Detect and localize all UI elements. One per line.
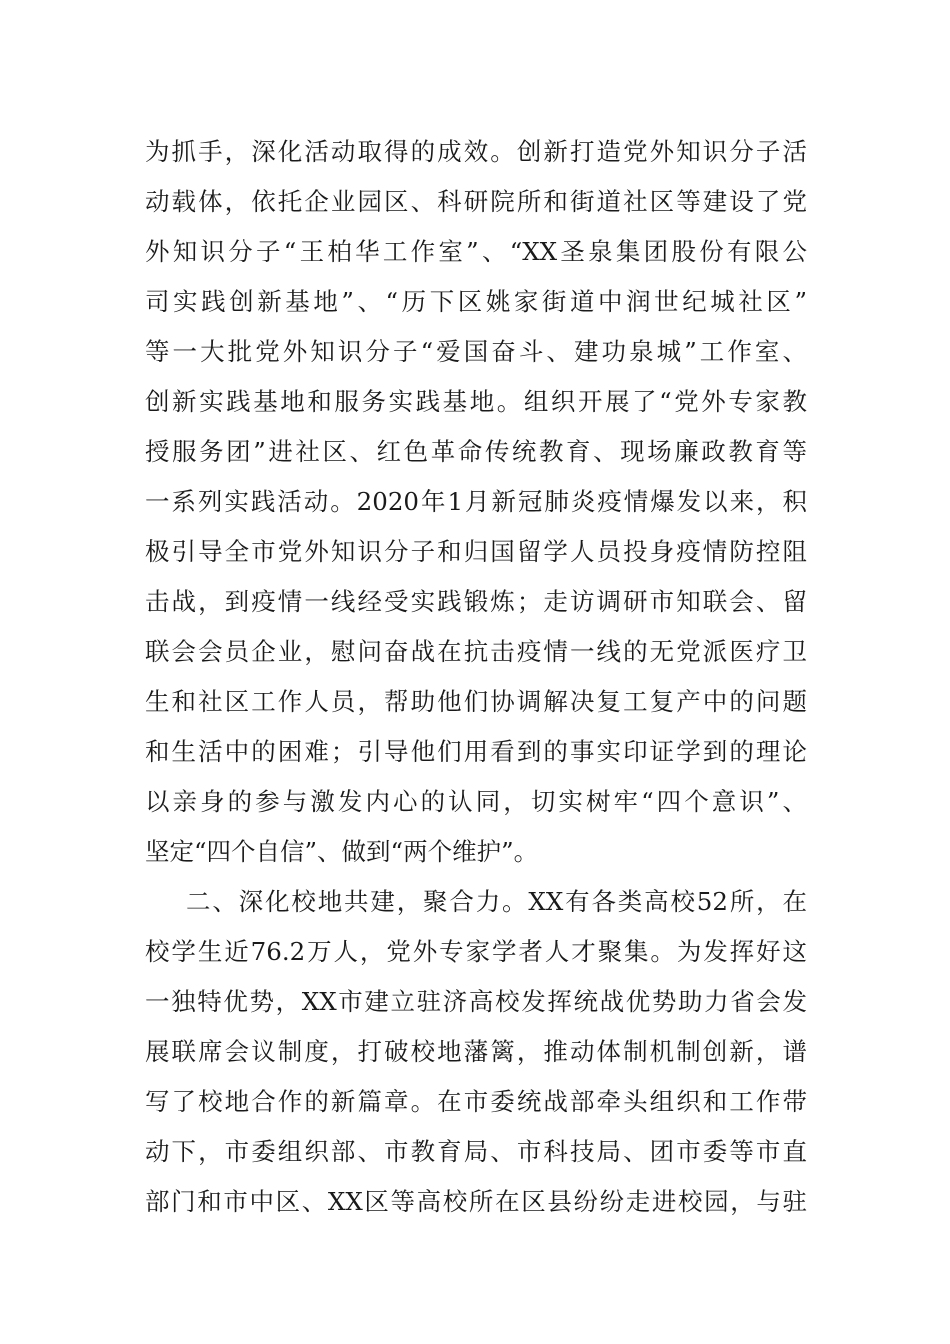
text-line: 以亲身的参与激发内心的认同，切实树牢“四个意识”、 — [145, 787, 807, 816]
text-line: 一独特优势，XX市建立驻济高校发挥统战优势助力省会发 — [145, 987, 807, 1016]
text-line: 二、深化校地共建，聚合力。XX有各类高校52所，在 — [186, 887, 807, 916]
text-line: 联会会员企业，慰问奋战在抗击疫情一线的无党派医疗卫 — [145, 637, 807, 666]
text-line: 司实践创新基地”、“历下区姚家街道中润世纪城社区” — [145, 287, 807, 316]
text-line: 为抓手，深化活动取得的成效。创新打造党外知识分子活 — [145, 137, 807, 166]
text-line: 一系列实践活动。2020年1月新冠肺炎疫情爆发以来，积 — [145, 487, 807, 516]
text-line: 写了校地合作的新篇章。在市委统战部牵头组织和工作带 — [145, 1087, 807, 1116]
text-line: 和生活中的困难；引导他们用看到的事实印证学到的理论 — [145, 737, 807, 766]
text-line: 创新实践基地和服务实践基地。组织开展了“党外专家教 — [145, 387, 807, 416]
text-line: 击战，到疫情一线经受实践锻炼；走访调研市知联会、留 — [145, 587, 807, 616]
text-line: 授服务团”进社区、红色革命传统教育、现场廉政教育等 — [145, 437, 807, 466]
text-line: 生和社区工作人员，帮助他们协调解决复工复产中的问题 — [145, 687, 807, 716]
text-line: 动下，市委组织部、市教育局、市科技局、团市委等市直 — [145, 1137, 807, 1166]
text-line: 部门和市中区、XX区等高校所在区县纷纷走进校园，与驻 — [145, 1187, 807, 1216]
text-line: 校学生近76.2万人，党外专家学者人才聚集。为发挥好这 — [145, 937, 807, 966]
text-line: 等一大批党外知识分子“爱国奋斗、建功泉城”工作室、 — [145, 337, 807, 366]
text-line: 展联席会议制度，打破校地藩篱，推动体制机制创新，谱 — [145, 1037, 807, 1066]
text-line: 动载体，依托企业园区、科研院所和街道社区等建设了党 — [145, 187, 807, 216]
text-line: 极引导全市党外知识分子和归国留学人员投身疫情防控阻 — [145, 537, 807, 566]
text-line: 外知识分子“王柏华工作室”、“XX圣泉集团股份有限公 — [145, 237, 807, 266]
text-line: 坚定“四个自信”、做到“两个维护”。 — [145, 837, 539, 866]
